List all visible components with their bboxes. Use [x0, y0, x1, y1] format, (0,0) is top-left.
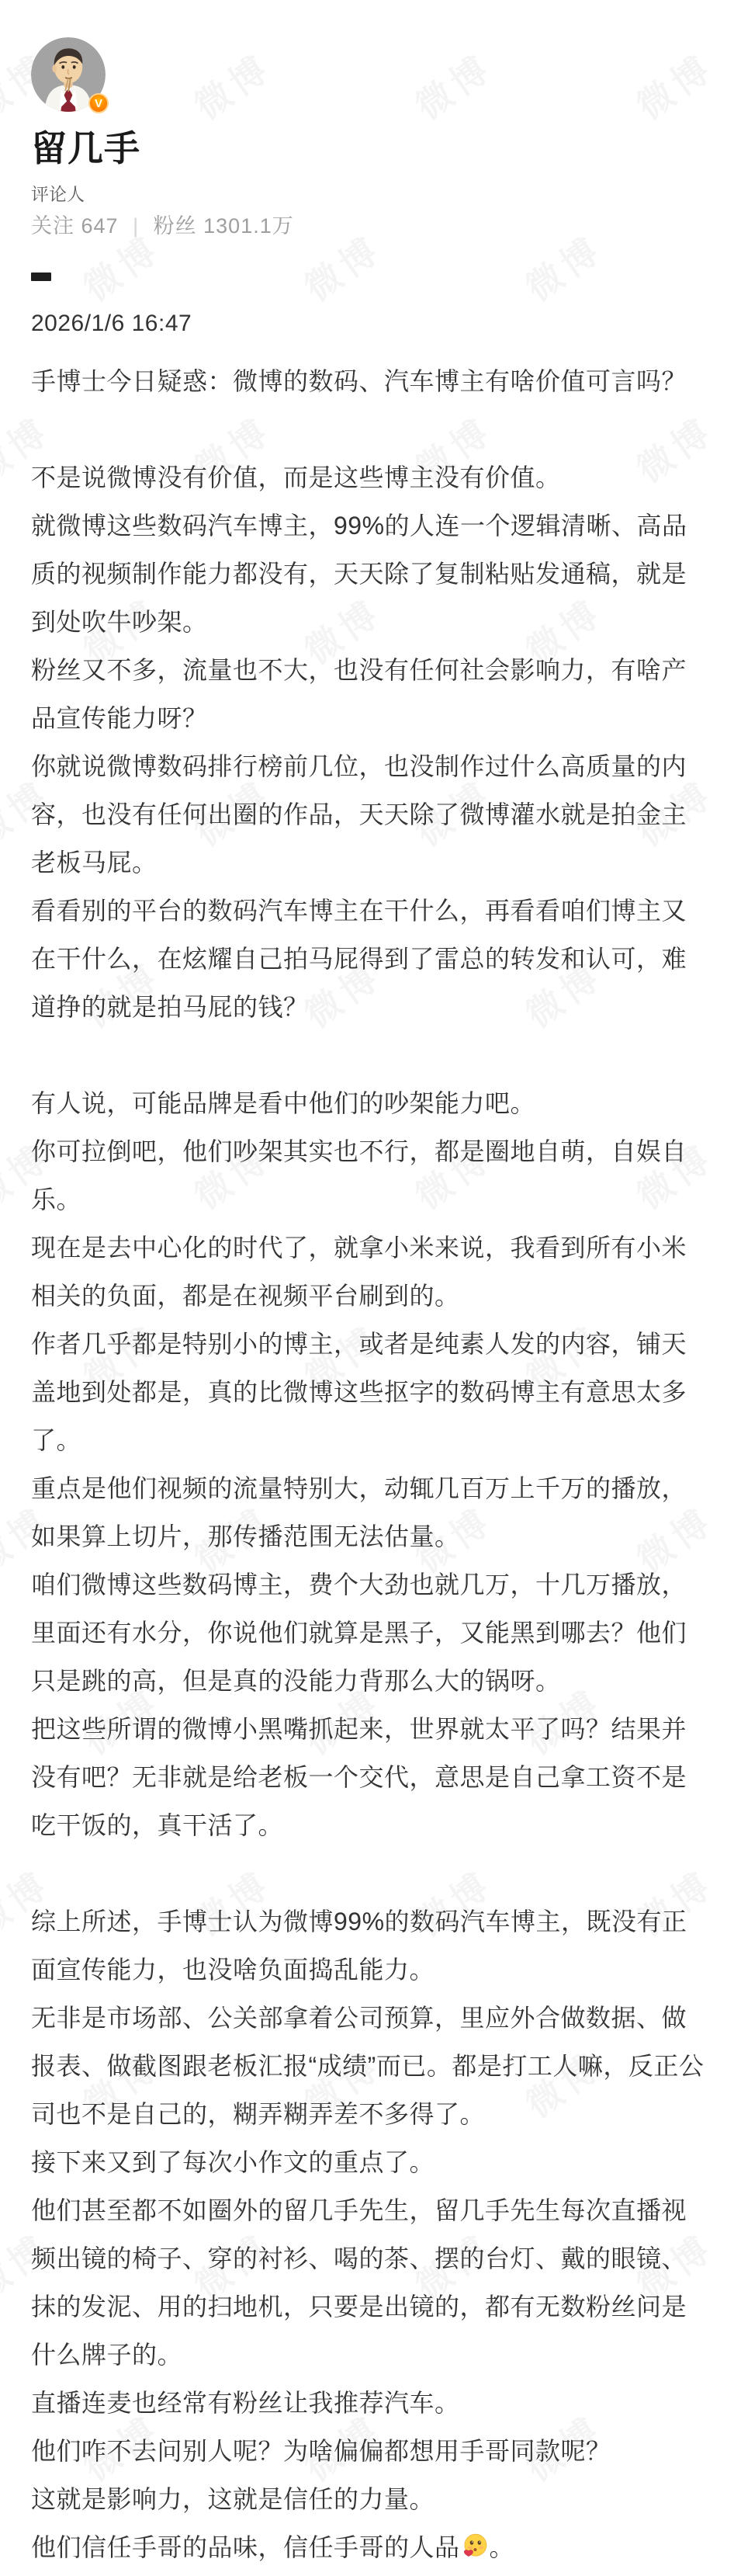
post-paragraph: 有人说，可能品牌是看中他们的吵架能力吧。	[31, 1089, 536, 1118]
following-label[interactable]: 关注	[31, 214, 74, 238]
weibo-watermark	[736, 2038, 741, 2128]
profile-stats[interactable]	[31, 212, 710, 240]
post-closing-line	[31, 2523, 710, 2571]
post-body	[31, 357, 710, 2523]
post-paragraph: 不是说微博没有价值，而是这些博主没有价值。	[31, 463, 561, 492]
post-paragraph: 看看别的平台的数码汽车博主在干什么，再看看咱们博主又在干什么，在炫耀自己拍马屁得到了雷总的转发和认可，难道挣的就是拍马屁的钱？	[31, 897, 687, 1022]
post-paragraph: 接下来又到了每次小作文的重点了。	[31, 2148, 435, 2177]
post-paragraph: 就微博这些数码汽车博主，99%的人连一个逻辑清晰、高品质的视频制作能力都没有，天天除了复制粘贴发通稿，就是到处吹牛吵架。	[31, 512, 687, 637]
profile-name[interactable]: 留几手	[31, 128, 140, 168]
weibo-watermark	[736, 1675, 741, 1765]
followers-label[interactable]: 粉丝	[153, 214, 197, 238]
post-paragraph: 咱们微博这些数码博主，费个大劲也就几万，十几万播放，里面还有水分，你说他们就算是黑子，又能黑到哪去？他们只是跳的高，但是真的没能力背那么大的锅呀。	[31, 1571, 687, 1696]
post-paragraph: 把这些所谓的微博小黑嘴抓起来，世界就太平了吗？结果并没有吧？无非就是给老板一个交代，意思是自己拿工资不是吃干饭的，真干活了。	[31, 1715, 687, 1840]
stats-separator: |	[133, 214, 140, 238]
post-paragraph: 手博士今日疑惑：微博的数码、汽车博主有啥价值可言吗？	[31, 367, 687, 396]
post-paragraph: 你就说微博数码排行榜前几位，也没制作过什么高质量的内容，也没有任何出圈的作品，天天除了微博灌水就是拍金主老板马屁。	[31, 752, 687, 877]
profile-role-label: 评论人	[31, 184, 85, 205]
post-paragraph: 直播连麦也经常有粉丝让我推荐汽车。	[31, 2389, 460, 2418]
closing-suffix: 。	[489, 2533, 515, 2562]
following-count[interactable]: 647	[81, 214, 119, 238]
post-blank-line	[31, 405, 710, 453]
post-paragraph: 现在是去中心化的时代了，就拿小米来说，我看到所有小米相关的负面，都是在视频平台刷到的。	[31, 1234, 687, 1311]
closing-text: 他们信任手哥的品味，信任手哥的人品	[31, 2533, 460, 2562]
weibo-post-screenshot	[0, 37, 741, 2572]
post-paragraph: 你可拉倒吧，他们吵架其实也不行，都是圈地自萌，自娱自乐。	[31, 1137, 687, 1214]
weibo-watermark	[736, 221, 741, 311]
post-paragraph: 综上所述，手博士认为微博99%的数码汽车博主，既没有正面宣传能力，也没啥负面捣乱能力。	[31, 1908, 687, 1984]
weibo-watermark	[736, 1311, 741, 1401]
post-paragraph: 这就是影响力，这就是信任的力量。	[31, 2485, 435, 2514]
collapsed-content-dash	[31, 273, 51, 281]
post-paragraph: 作者几乎都是特别小的博主，或者是纯素人发的内容，铺天盖地到处都是，真的比微博这些抠字的数码博主有意思太多了。	[31, 1330, 687, 1455]
post-paragraph: 无非是市场部、公关部拿着公司预算，里应外合做数据、做报表、做截图跟老板汇报“成绩”而已。都是打工人嘛，反正公司也不是自己的，糊弄糊弄差不多得了。	[31, 2004, 705, 2129]
profile-header	[31, 37, 710, 240]
weibo-watermark	[736, 585, 741, 675]
verified-badge-icon: V	[88, 93, 109, 113]
post-paragraph: 重点是他们视频的流量特别大，动辄几百万上千万的播放，如果算上切片，那传播范围无法估量。	[31, 1474, 687, 1551]
followers-count[interactable]: 1301.1万	[203, 214, 294, 238]
post-timestamp: 2026/1/6 16:47	[31, 311, 192, 337]
weibo-watermark	[736, 948, 741, 1038]
post-paragraph: 粉丝又不多，流量也不大，也没有任何社会影响力，有啥产品宣传能力呀？	[31, 656, 687, 733]
avatar[interactable]	[31, 37, 106, 112]
weibo-watermark	[736, 2401, 741, 2491]
post-blank-line	[31, 1031, 710, 1079]
post-paragraph: 他们咋不去问别人呢？为啥偏偏都想用手哥同款呢？	[31, 2437, 611, 2466]
post-paragraph: 他们甚至都不如圈外的留几手先生，留几手先生每次直播视频出镜的椅子、穿的衬衫、喝的茶、摆的台灯、戴的眼镜、抹的发泥、用的扫地机，只要是出镜的，都有无数粉丝问是什么牌子的。	[31, 2196, 687, 2369]
post-blank-line	[31, 1849, 710, 1897]
kiss-face-heart-emoji	[461, 2528, 489, 2556]
